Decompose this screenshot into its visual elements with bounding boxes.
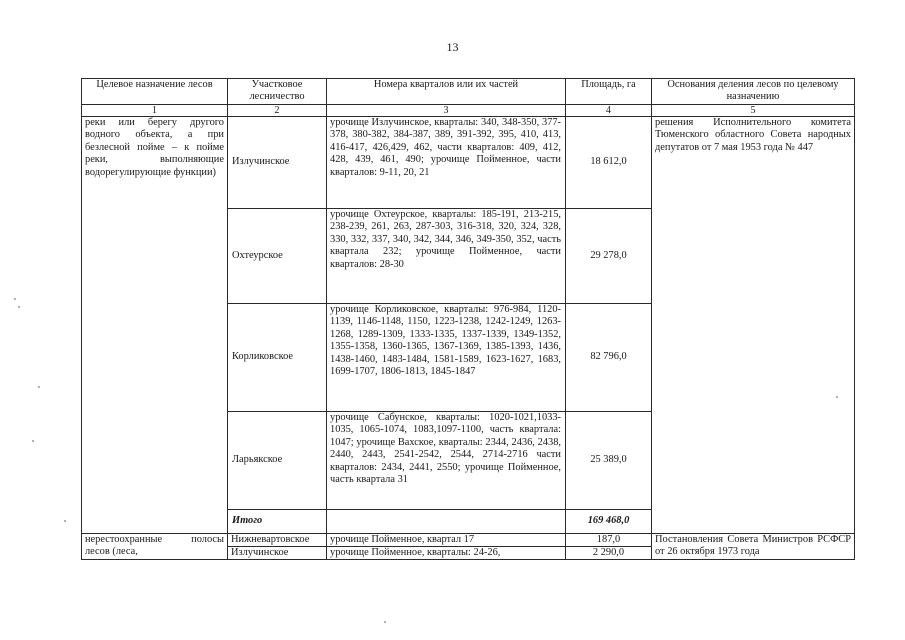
forestry-cell: Охтеурское [228, 209, 327, 304]
quarters-cell: урочище Сабунское, кварталы: 1020-1021,1033-1035, 1065-1074, 1083,1097-1100, часть квартала: 1047; урочище Вахское, кварталы: 2344, 2436, 2438, 2440, 2443, 2541-2542, 2544, 2714-2716 части кварталов: 2434, 2441, 2550; урочище Пойменное, часть квартала 31 [327, 412, 566, 510]
column-number-row [82, 105, 855, 117]
column-number: 4 [566, 105, 652, 117]
scan-speck [38, 386, 40, 388]
area-cell: 2 290,0 [566, 547, 652, 560]
column-number: 1 [82, 105, 228, 117]
forestry-cell: Излучинское [228, 117, 327, 209]
area-cell: 18 612,0 [566, 117, 652, 209]
quarters-cell: урочище Излучинское, кварталы: 340, 348-350, 377-378, 380-382, 384-387, 389, 391-392, 395, 410, 413, 416-417, 426,429, 462, части кварталов: 409, 412, 428, 439, 461, 490; урочище Пойменное, части кварталов: 9-11, 20, 21 [327, 117, 566, 209]
basis-cell: Постановления Совета Министров РСФСР от 26 октября 1973 года [652, 534, 855, 560]
forestry-cell: Излучинское [228, 547, 327, 560]
scan-speck [64, 520, 66, 522]
table-row [82, 117, 855, 209]
purpose-cell: нерестоохранные полосы лесов (леса, [82, 534, 228, 560]
forestry-cell: Ларьякское [228, 412, 327, 510]
total-label: Итого [228, 510, 327, 534]
column-number: 2 [228, 105, 327, 117]
page-number: 13 [446, 40, 459, 54]
column-number: 3 [327, 105, 566, 117]
total-empty-cell [327, 510, 566, 534]
scan-speck [32, 440, 34, 442]
scan-speck [836, 396, 838, 398]
scan-speck [14, 298, 16, 300]
header-quarters: Номера кварталов или их частей [327, 79, 566, 105]
area-cell: 187,0 [566, 534, 652, 547]
header-purpose: Целевое назначение лесов [82, 79, 228, 105]
forestry-cell: Корликовское [228, 304, 327, 412]
forest-purpose-table [81, 78, 855, 560]
table-header-row [82, 79, 855, 105]
header-area: Площадь, га [566, 79, 652, 105]
area-cell: 82 796,0 [566, 304, 652, 412]
scan-speck [18, 306, 20, 308]
column-number: 5 [652, 105, 855, 117]
total-area: 169 468,0 [566, 510, 652, 534]
basis-cell: решения Исполнительного комитета Тюменского областного Совета народных депутатов от 7 мая 1953 года № 447 [652, 117, 855, 534]
purpose-cell: реки или берегу другого водного объекта, а при безлесной пойме – к пойме реки, выполняющие водорегулирующие функции) [82, 117, 228, 534]
quarters-cell: урочище Пойменное, квартал 17 [327, 534, 566, 547]
quarters-cell: урочище Охтеурское, кварталы: 185-191, 213-215, 238-239, 261, 263, 287-303, 316-318, 320, 324, 328, 330, 332, 337, 340, 342, 344, 346, 349-350, 352, часть квартала 232; урочище Пойменное, части кварталов: 28-30 [327, 209, 566, 304]
quarters-cell: урочище Корликовское, кварталы: 976-984, 1120-1139, 1146-1148, 1150, 1223-1238, 1242-1249, 1263-1268, 1289-1309, 1333-1335, 1337-1339, 1349-1352, 1355-1358, 1360-1365, 1367-1369, 1385-1393, 1436, 1438-1460, 1483-1484, 1581-1589, 1623-1627, 1683, 1699-1707, 1806-1813, 1845-1847 [327, 304, 566, 412]
forestry-cell: Нижневартовское [228, 534, 327, 547]
header-forestry: Участковое лесничество [228, 79, 327, 105]
table-row [82, 534, 855, 547]
area-cell: 29 278,0 [566, 209, 652, 304]
scan-speck [384, 621, 386, 623]
header-basis: Основания деления лесов по целевому назначению [652, 79, 855, 105]
quarters-cell: урочище Пойменное, кварталы: 24-26, [327, 547, 566, 560]
area-cell: 25 389,0 [566, 412, 652, 510]
